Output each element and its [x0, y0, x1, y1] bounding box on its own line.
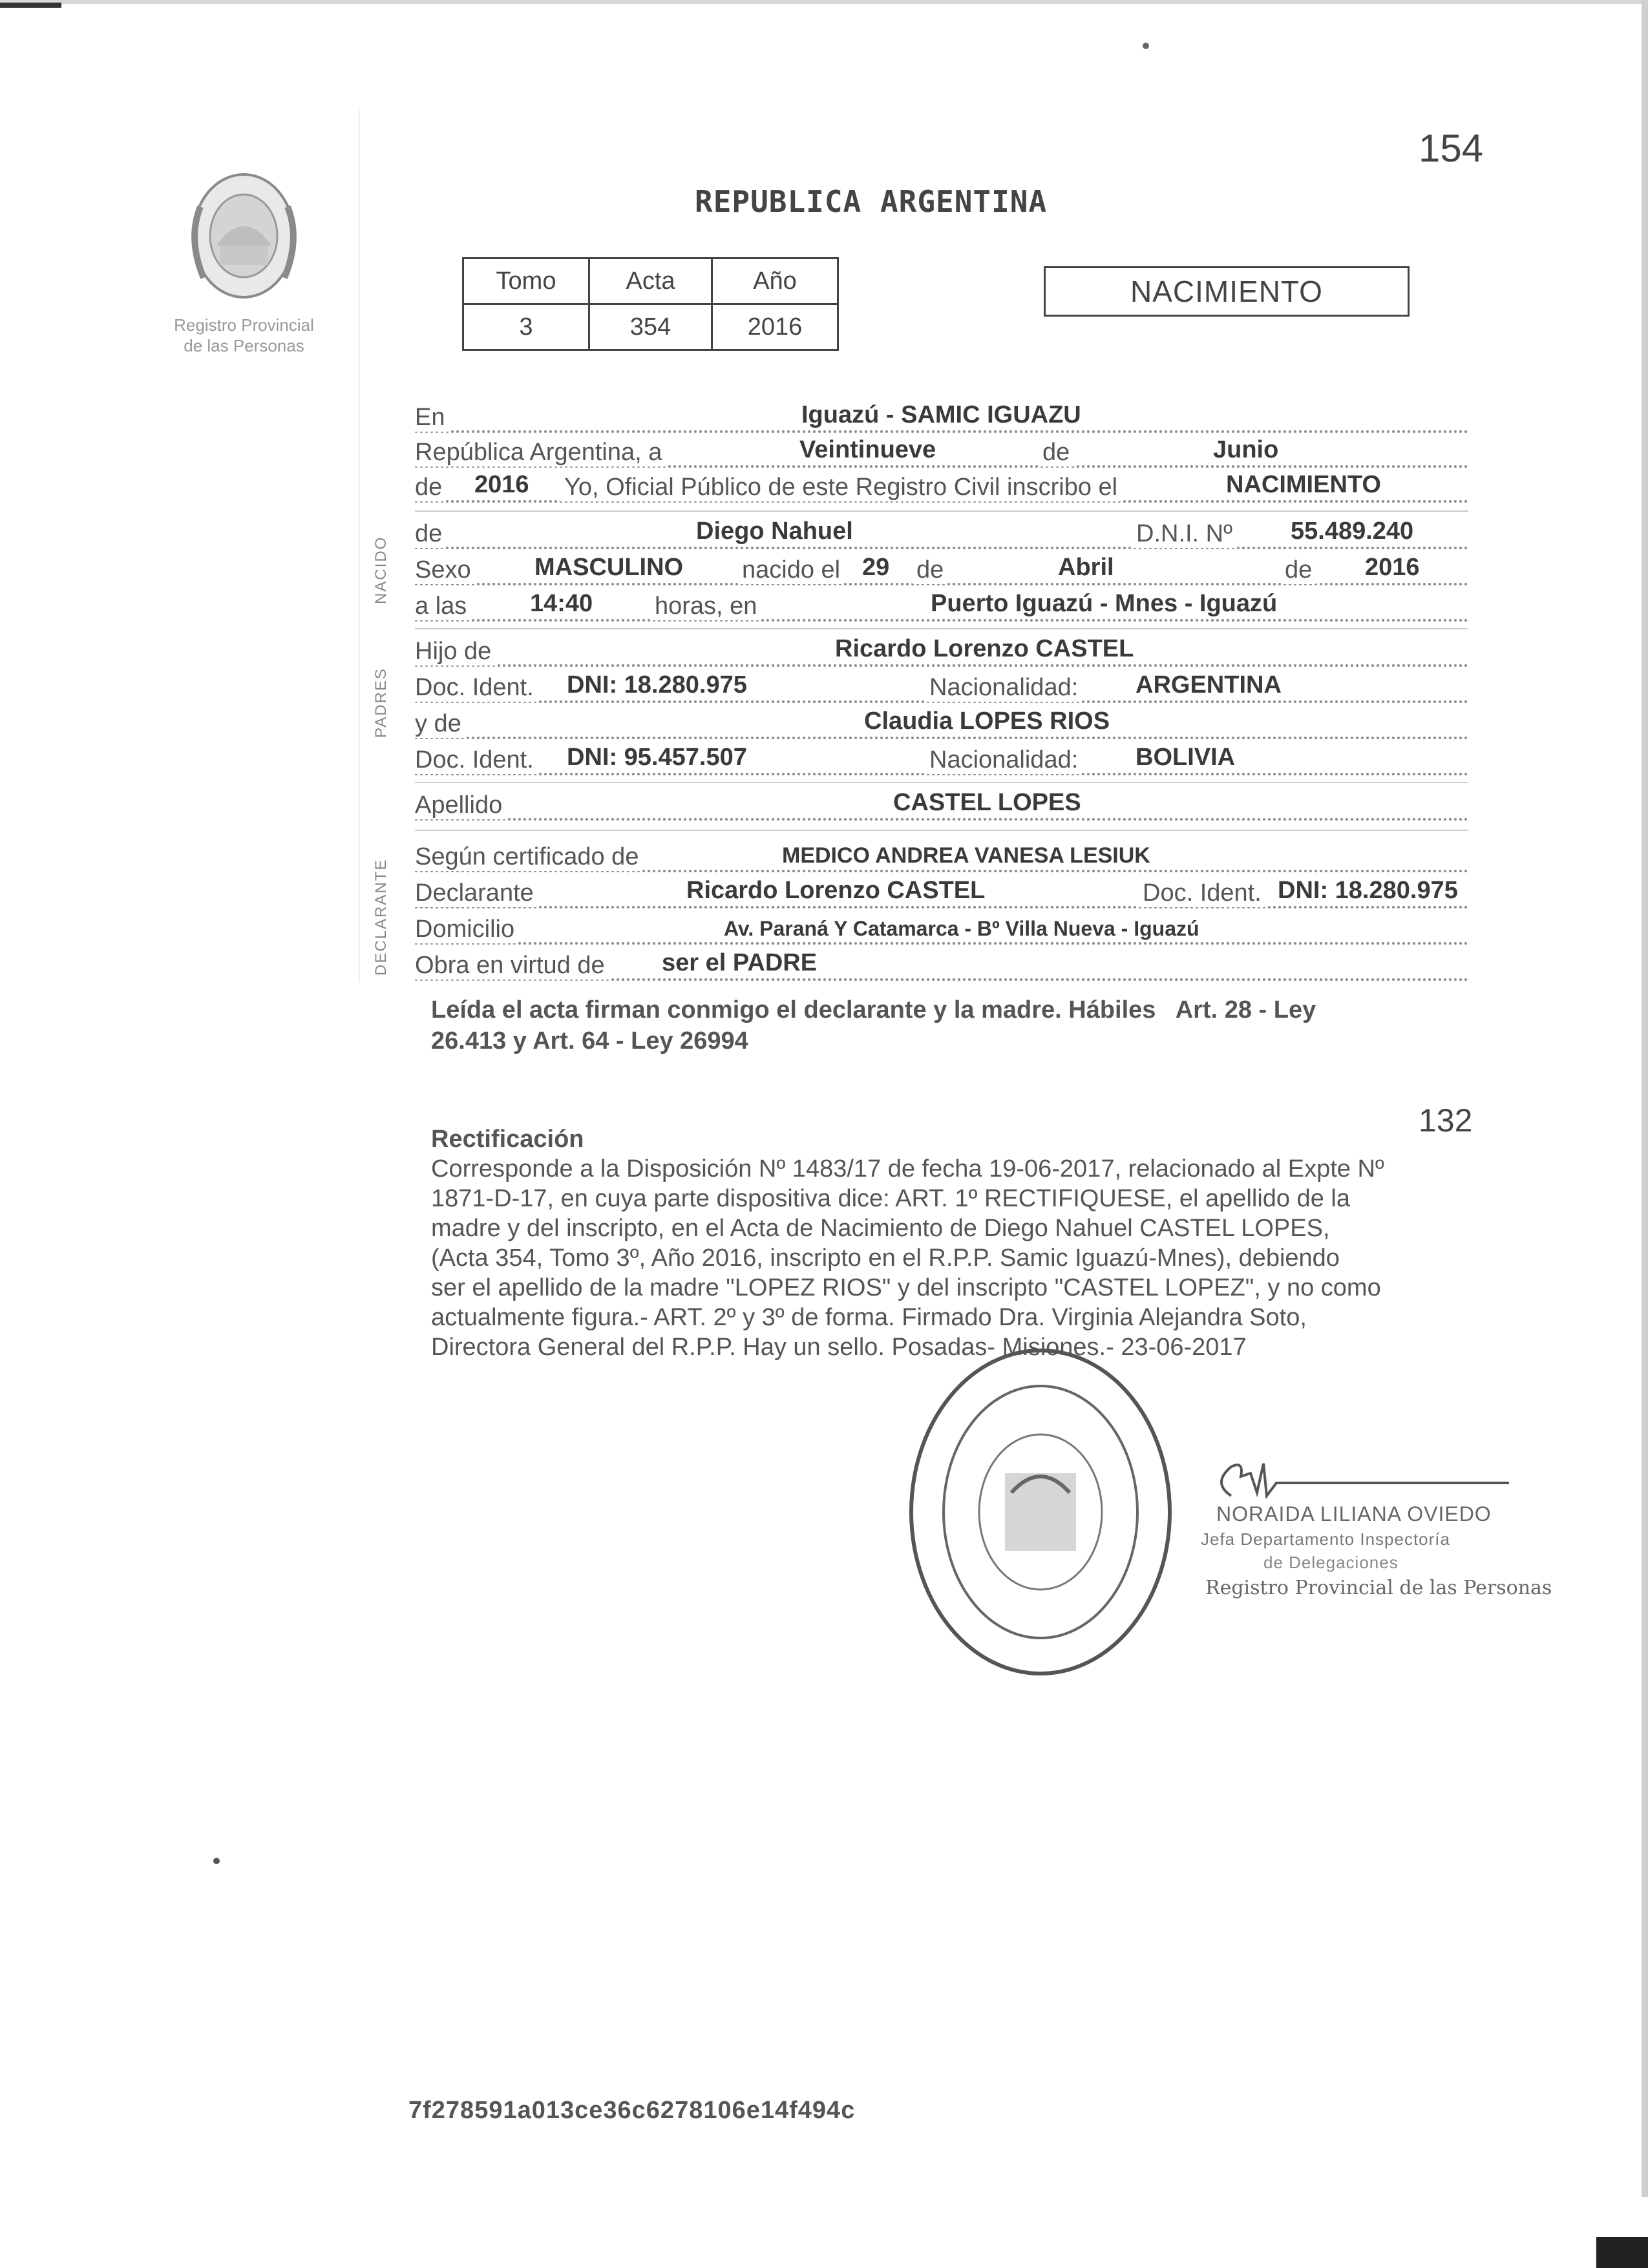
side-label-nacido: NACIDO [372, 536, 390, 604]
row-declarante [415, 876, 1468, 908]
rectificacion-line-1: Corresponde a la Disposición Nº 1483/17 de fecha 19-06-2017, relacionado al Expte Nº [431, 1155, 1384, 1182]
label-de-anio: de [415, 474, 446, 501]
row-hijo-de [415, 635, 1468, 667]
signature-line-2: Jefa Departamento Inspectoría [1201, 1529, 1450, 1549]
label-sexo: Sexo [415, 556, 475, 584]
label-apellido: Apellido [415, 792, 506, 819]
label-doc-ident-padre: Doc. Ident. [415, 674, 538, 702]
value-mes: Junio [1213, 436, 1279, 463]
scan-mark-bottom-right [1596, 2237, 1648, 2268]
label-a-las: a las [415, 593, 470, 620]
value-anio-acta: 2016 [474, 471, 529, 498]
margin-line-left [359, 110, 360, 982]
ref-value-acta: 354 [589, 304, 712, 350]
label-doc-ident-madre: Doc. Ident. [415, 746, 538, 774]
rectificacion-line-7: Directora General del R.P.P. Hay un sello. Posadas- Misiones.- 23-06-2017 [431, 1334, 1247, 1361]
row-domicilio [415, 912, 1468, 945]
value-declarante: Ricardo Lorenzo CASTEL [686, 877, 986, 904]
signature-line-3: de Delegaciones [1263, 1553, 1399, 1572]
label-de-mes: de [1039, 439, 1073, 467]
row-sexo [415, 553, 1468, 585]
act-type-label: NACIMIENTO [1130, 275, 1323, 308]
scan-edge-top [0, 0, 1648, 4]
label-declarante: Declarante [415, 879, 538, 907]
value-dni: 55.489.240 [1291, 518, 1414, 545]
label-nacido-el: nacido el [738, 556, 844, 584]
ref-header-acta: Acta [589, 258, 712, 304]
scan-mark-left [0, 3, 61, 8]
ref-header-tomo: Tomo [463, 258, 589, 304]
rectificacion-line-5: ser el apellido de la madre "LOPEZ RIOS" y del inscripto "CASTEL LOPEZ", y no como [431, 1274, 1381, 1301]
row-padre-doc [415, 671, 1468, 703]
value-lugar-nac: Puerto Iguazú - Mnes - Iguazú [931, 590, 1278, 617]
label-dni-no: D.N.I. Nº [1132, 520, 1236, 548]
row-apellido [415, 788, 1468, 821]
label-en: En [415, 404, 449, 432]
reference-table [462, 257, 839, 351]
row-fecha [415, 436, 1468, 468]
value-padre: Ricardo Lorenzo CASTEL [835, 635, 1134, 662]
value-apellido: CASTEL LOPES [893, 789, 1081, 816]
value-domicilio: Av. Paraná Y Catamarca - Bº Villa Nueva - Iguazú [724, 917, 1199, 940]
value-madre: Claudia LOPES RIOS [864, 708, 1110, 735]
rectificacion-line-4: (Acta 354, Tomo 3º, Año 2016, inscripto en el R.P.P. Samic Iguazú-Mnes), debiendo [431, 1244, 1340, 1272]
label-horas-en: horas, en [651, 593, 761, 620]
label-obra-en-virtud: Obra en virtud de [415, 952, 609, 980]
value-hora: 14:40 [530, 590, 593, 617]
value-dia-nac: 29 [862, 554, 890, 581]
value-obra: ser el PADRE [662, 949, 818, 976]
logo-caption-line1: Registro Provincial [174, 315, 314, 335]
label-de-mes-nac: de [913, 556, 947, 584]
signature-mark [1205, 1457, 1516, 1509]
ref-header-anio: Año [712, 258, 838, 304]
value-mes-nac: Abril [1058, 554, 1114, 581]
label-hijo-de: Hijo de [415, 638, 495, 666]
rectificacion-title: Rectificación [431, 1126, 584, 1153]
label-y-de: y de [415, 710, 465, 738]
label-nacionalidad-madre: Nacionalidad: [925, 746, 1082, 774]
row-hora [415, 589, 1468, 622]
label-de-anio-nac: de [1281, 556, 1316, 584]
value-padre-nac: ARGENTINA [1136, 671, 1282, 698]
value-declarante-doc: DNI: 18.280.975 [1278, 877, 1458, 904]
speck [213, 1858, 220, 1864]
row-y-de [415, 707, 1468, 739]
value-padre-doc: DNI: 18.280.975 [567, 671, 747, 698]
closing-line-1: Leída el acta firman conmigo el declarante y la madre. Hábiles Art. 28 - Ley [431, 996, 1316, 1024]
label-de-nombre: de [415, 520, 446, 548]
divider-2 [415, 628, 1468, 629]
value-sexo: MASCULINO [534, 554, 684, 581]
label-domicilio: Domicilio [415, 916, 518, 943]
value-tipo: NACIMIENTO [1226, 471, 1381, 498]
label-yo-oficial: Yo, Oficial Público de este Registro Civil inscribo el [560, 474, 1121, 501]
value-madre-doc: DNI: 95.457.507 [567, 744, 747, 771]
label-doc-ident-declarante: Doc. Ident. [1139, 879, 1265, 907]
ref-value-anio: 2016 [712, 304, 838, 350]
signature-line-4: Registro Provincial de las Personas [1205, 1577, 1552, 1599]
row-madre-doc [415, 743, 1468, 775]
closing-line-2: 26.413 y Art. 64 - Ley 26994 [431, 1027, 748, 1055]
page-number-top: 154 [1419, 127, 1484, 170]
rectificacion-line-2: 1871-D-17, en cuya parte dispositiva dice: ART. 1º RECTIFIQUESE, el apellido de la [431, 1185, 1350, 1212]
label-segun-certificado: Según certificado de [415, 843, 642, 871]
rectificacion-line-6: actualmente figura.- ART. 2º y 3º de forma. Firmado Dra. Virginia Alejandra Soto, [431, 1304, 1307, 1331]
value-dia-letras: Veintinueve [799, 436, 936, 463]
divider-4 [415, 830, 1468, 831]
province-seal-logo [181, 168, 307, 307]
row-inscribo [415, 470, 1468, 503]
value-certificado: MEDICO ANDREA VANESA LESIUK [782, 843, 1150, 868]
row-obra [415, 949, 1468, 981]
rectificacion-line-3: madre y del inscripto, en el Acta de Nacimiento de Diego Nahuel CASTEL LOPES, [431, 1215, 1330, 1242]
value-anio-nac: 2016 [1365, 554, 1420, 581]
logo-caption-line2: de las Personas [184, 336, 304, 355]
value-lugar: Iguazú - SAMIC IGUAZU [801, 401, 1081, 428]
row-certificado [415, 840, 1468, 872]
value-nombre: Diego Nahuel [696, 518, 853, 545]
scan-edge-right [1642, 0, 1648, 2197]
signature-name: NORAIDA LILIANA OVIEDO [1216, 1502, 1492, 1526]
speck [1143, 43, 1149, 49]
side-label-declarante: DECLARANTE [372, 858, 390, 976]
header-title: REPUBLICA ARGENTINA [695, 184, 1048, 219]
official-stamp [902, 1344, 1179, 1680]
side-label-padres: PADRES [372, 667, 390, 738]
rectificacion-body [431, 1154, 1439, 1362]
row-nombre [415, 517, 1468, 549]
act-type-box [1044, 266, 1410, 317]
ref-value-tomo: 3 [463, 304, 589, 350]
value-madre-nac: BOLIVIA [1136, 744, 1236, 771]
divider-3 [415, 782, 1468, 783]
rectificacion-number: 132 [1419, 1102, 1473, 1139]
document-hash: 7f278591a013ce36c6278106e14f494c [408, 2097, 856, 2124]
label-republica: República Argentina, a [415, 439, 666, 467]
row-en [415, 401, 1468, 433]
label-nacionalidad-padre: Nacionalidad: [925, 674, 1082, 702]
divider-1 [415, 510, 1468, 512]
